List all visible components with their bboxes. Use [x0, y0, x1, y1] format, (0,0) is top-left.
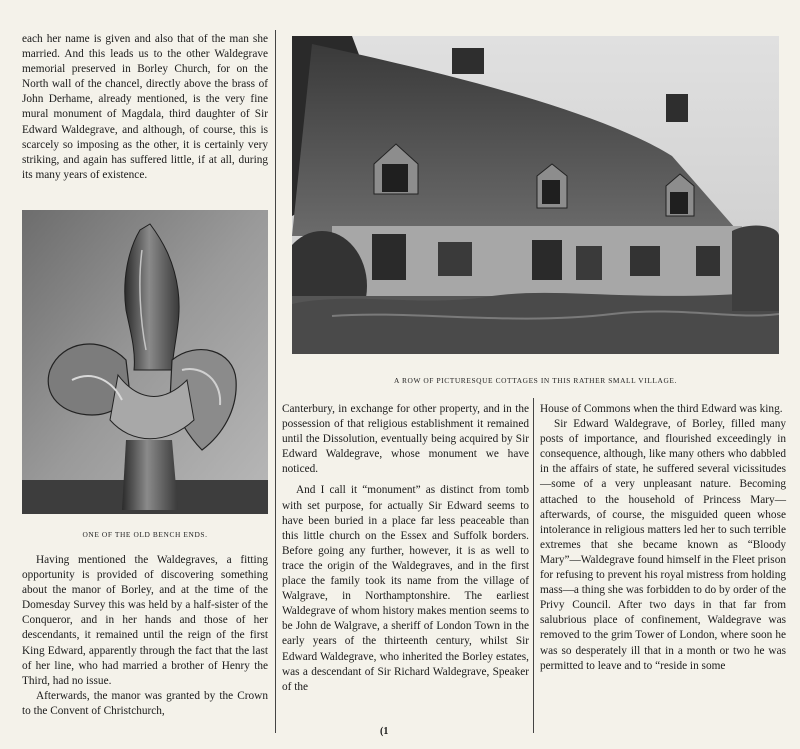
column-right: [540, 402, 786, 674]
bench-end-image: [22, 210, 268, 514]
paragraph: Afterwards, the manor was granted by the Crown to the Convent of Christchurch,: [22, 689, 268, 717]
column-rule-left: [275, 30, 276, 733]
bench-end-photo: [22, 210, 268, 514]
cottages-image: [292, 36, 779, 354]
paragraph: House of Commons when the third Edward was king.: [540, 403, 783, 415]
paragraph: Sir Edward Waldegrave, of Borley, filled many posts of importance, and flourished exceedingly in consequence, although, like many others who dabbled in the affairs of state, he suffered several vicissitudes—some of a very unpleasant nature. Becoming attached to the household of Princess Mary—afterwards, of course, the misguided queen whose intolerance in religious matters led her to such terrible extremes that she became known as “Bloody Mary”—Waldegrave found himself in the Fleet prison for refusing to prevent his royal mistress from holding mass—a thing she was forbidden to do by order of the Privy Council. After two days in that far from salubrious place of confinement, Waldegrave was removed to the grim Tower of London, where soon he was so desperately ill that in a month or two he was permitted to leave and to “reside in some: [540, 418, 786, 672]
paragraph: Canterbury, in exchange for other property, and in the possession of that religious establishment it remained until the Dissolution, eventually being acquired by Sir Edward Waldegrave, whose monument we have noticed.: [282, 403, 529, 476]
cottages-photo: [292, 36, 779, 354]
column-bottom-left: [22, 553, 268, 719]
paragraph: Having mentioned the Waldegraves, a fitting opportunity is provided of discovering something about the manor of Borley, and at the time of the Domesday Survey this was held by a half-sister of the Conqueror, and in her hands and those of her descendants, it remained until the reign of the first King Edward, apparently through the fact that the last of her line, who had married a brother of Henry the Third, had no issue.: [22, 554, 268, 687]
cottages-caption: A ROW OF PICTURESQUE COTTAGES IN THIS RATHER SMALL VILLAGE.: [394, 376, 677, 385]
page-folio: (1: [380, 726, 389, 737]
column-middle: [282, 402, 529, 695]
paragraph: each her name is given and also that of the man she married. And this leads us to the other Waldegrave memorial preserved in Borley Church, for on the North wall of the chancel, directly above the brass of John Derhame, already mentioned, is the very fine mural monument of Magdala, third daughter of Sir Edward Waldegrave, and although, of course, this is scarcely so imposing as the other, it is certainly very striking, and again has suffered little, if at all, during its many years of existence.: [22, 33, 268, 181]
column-rule-right: [533, 398, 534, 733]
bench-caption: ONE OF THE OLD BENCH ENDS.: [82, 530, 208, 539]
column-top-left: [22, 32, 268, 183]
paragraph: And I call it “monument” as distinct from tomb with set purpose, for actually Sir Edward seems to have been buried in a place far less peaceable than this little church on the Essex and Suffolk borders. Before going any further, however, it is as well to trace the origin of the Waldegraves, and in the first place the family took its name from the village of Walgrave, in Northamptonshire. The earliest Waldegrave of whom history makes mention seems to be John de Walgrave, a sheriff of London Town in the early years of the thirteenth century, whilst Sir Edward Waldegrave, who inherited the Borley estates, was a descendant of Sir Richard Waldegrave, Speaker of the: [282, 484, 529, 693]
